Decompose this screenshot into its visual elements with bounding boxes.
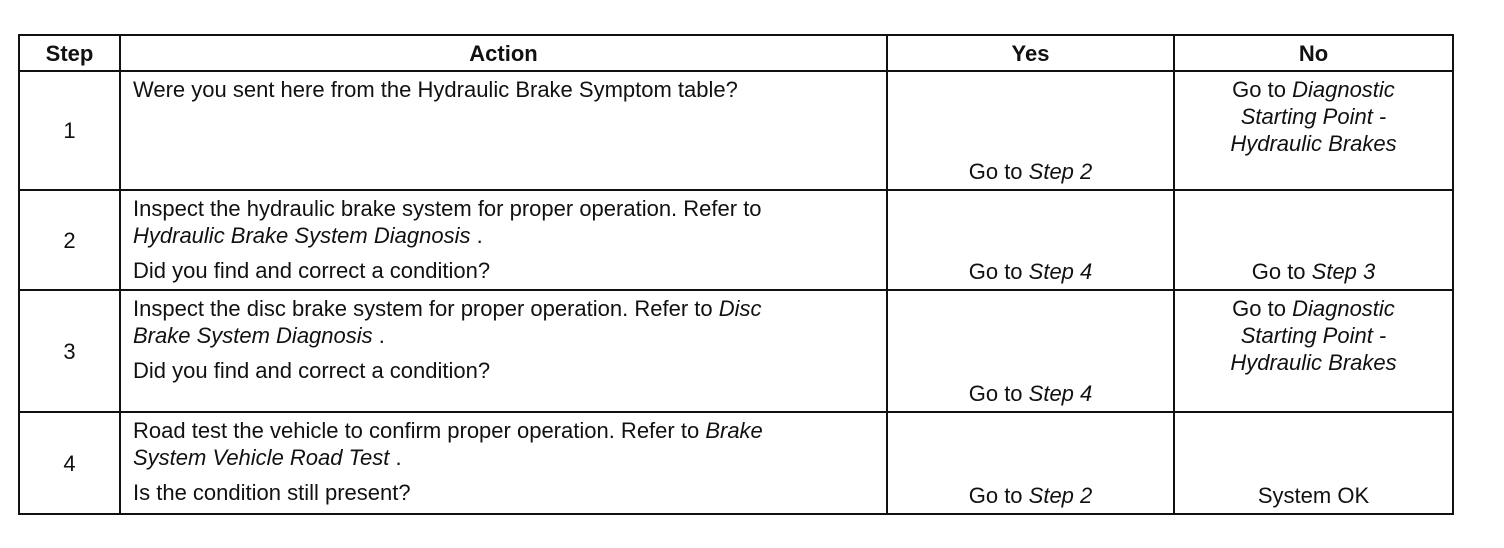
diagnostic-table [18, 34, 1454, 515]
header-no: No [1174, 35, 1453, 71]
step-number: 2 [19, 190, 120, 290]
no-cell [1174, 412, 1453, 514]
action-reference[interactable]: Brake System Diagnosis . [133, 323, 385, 348]
action-reference[interactable]: Disc [718, 296, 762, 321]
table-row [19, 290, 1453, 412]
action-text: Road test the vehicle to confirm proper operation. Refer to Brake [133, 418, 763, 443]
table-row [19, 71, 1453, 190]
no-cell [1174, 190, 1453, 290]
action-cell [120, 190, 887, 290]
yes-cell [887, 71, 1174, 190]
action-text: Inspect the disc brake system for proper operation. Refer to Disc [133, 296, 762, 321]
table-row [19, 412, 1453, 514]
action-cell [120, 71, 887, 190]
action-cell [120, 290, 887, 412]
action-reference[interactable]: System Vehicle Road Test . [133, 445, 402, 470]
no-cell [1174, 290, 1453, 412]
action-text: Were you sent here from the Hydraulic Brake Symptom table? [133, 77, 738, 102]
header-action: Action [120, 35, 887, 71]
no-cell [1174, 71, 1453, 190]
yes-link[interactable]: Go to Step 4 [968, 381, 1093, 406]
action-question: Did you find and correct a condition? [133, 258, 491, 283]
step-number: 3 [19, 290, 120, 412]
yes-cell [887, 290, 1174, 412]
action-cell [120, 412, 887, 514]
yes-link[interactable]: Go to Step 4 [968, 259, 1093, 284]
no-link[interactable]: Go to Diagnostic Starting Point - Hydraulic Brakes [1230, 296, 1397, 375]
yes-cell [887, 412, 1174, 514]
action-reference[interactable]: Brake [705, 418, 763, 443]
header-row [19, 35, 1453, 71]
header-step: Step [19, 35, 120, 71]
action-question: Is the condition still present? [133, 480, 411, 505]
no-result: System OK [1257, 483, 1370, 508]
step-number: 4 [19, 412, 120, 514]
table-row [19, 190, 1453, 290]
no-link[interactable]: Go to Diagnostic Starting Point - Hydraulic Brakes [1230, 77, 1397, 156]
step-number: 1 [19, 71, 120, 190]
yes-link[interactable]: Go to Step 2 [968, 483, 1093, 508]
yes-link[interactable]: Go to Step 2 [968, 159, 1093, 184]
action-question: Did you find and correct a condition? [133, 358, 491, 383]
yes-cell [887, 190, 1174, 290]
no-link[interactable]: Go to Step 3 [1251, 259, 1376, 284]
header-yes: Yes [887, 35, 1174, 71]
action-text: Inspect the hydraulic brake system for proper operation. Refer to [133, 196, 762, 221]
action-reference[interactable]: Hydraulic Brake System Diagnosis . [133, 223, 483, 248]
